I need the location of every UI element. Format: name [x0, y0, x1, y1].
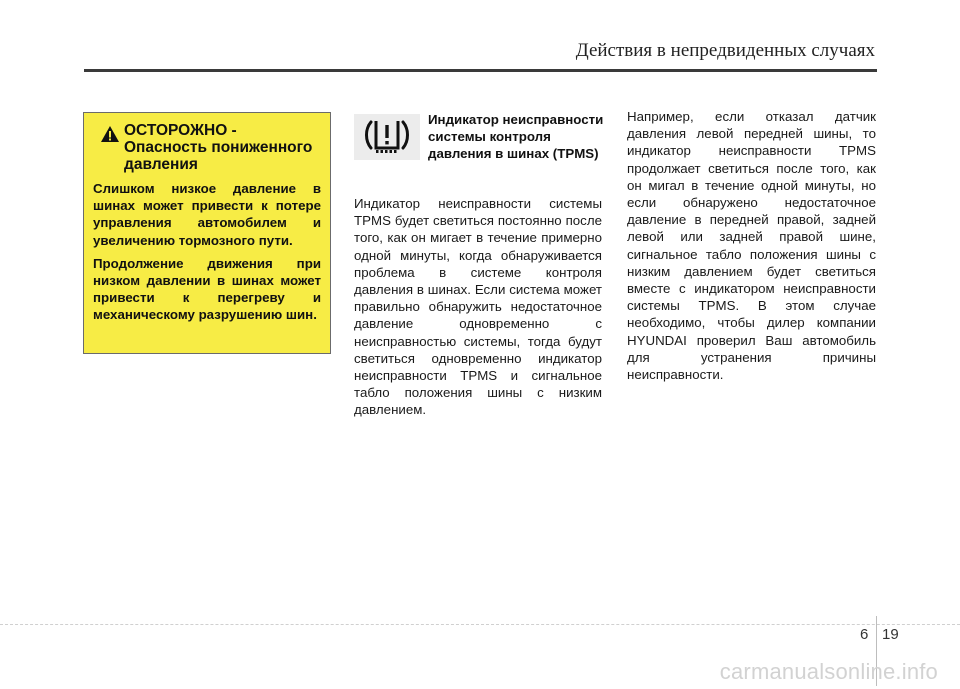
warning-title: ОСТОРОЖНО - Опасность пониженного давления	[124, 122, 313, 173]
page-header-title: Действия в непредвиденных случаях	[575, 40, 875, 61]
warning-paragraph-1: Слишком низкое давление в шинах может привести к потере управления автомобилем и увеличению тормозного пути.	[93, 181, 321, 248]
warning-box	[83, 112, 331, 354]
example-paragraph: Например, если отказал датчик давления левой передней шины, то индикатор неисправности TPMS продолжает светиться после того, как он мигал в течение одной минуты, но если обнаружено недостаточное давление в передней правой, задней левой или задней правой шине, сигнальное табло положения шины с низким давлением будет светиться вместе с индикатором неисправности системы TPMS. В этом случае необходимо, чтобы дилер компании HYUNDAI проверил Ваш автомобиль для устранения причины неисправности.	[627, 109, 876, 383]
tpms-icon-box	[354, 114, 420, 160]
watermark-text: carmanualsonline.info	[719, 659, 938, 684]
warning-triangle-icon	[100, 125, 120, 143]
chapter-number: 6	[860, 626, 869, 643]
header-rule	[84, 69, 877, 72]
tpms-section-body: Индикатор неисправности системы TPMS будет светиться постоянно после того, как он мигает в течение примерно одной минуты, когда обнаруживается проблема в системе контроля давления в шинах. Если система может правильно обнаружить недостаточное давление одновременно с неисправностью системы, тогда будут светиться одновременно индикатор неисправности TPMS и сигнальное табло положения шины с низким давлением.	[354, 196, 602, 418]
tpms-malfunction-icon	[364, 118, 410, 156]
warning-header	[93, 122, 321, 173]
tpms-section-title: Индикатор неисправности системы контроля давления в шинах (TPMS)	[428, 112, 604, 162]
warning-paragraph-2: Продолжение движения при низком давлении в шинах может привести к перегреву и механическому разрушению шин.	[93, 255, 321, 323]
footer-dashed-line	[0, 624, 960, 625]
page-number: 19	[882, 626, 899, 643]
